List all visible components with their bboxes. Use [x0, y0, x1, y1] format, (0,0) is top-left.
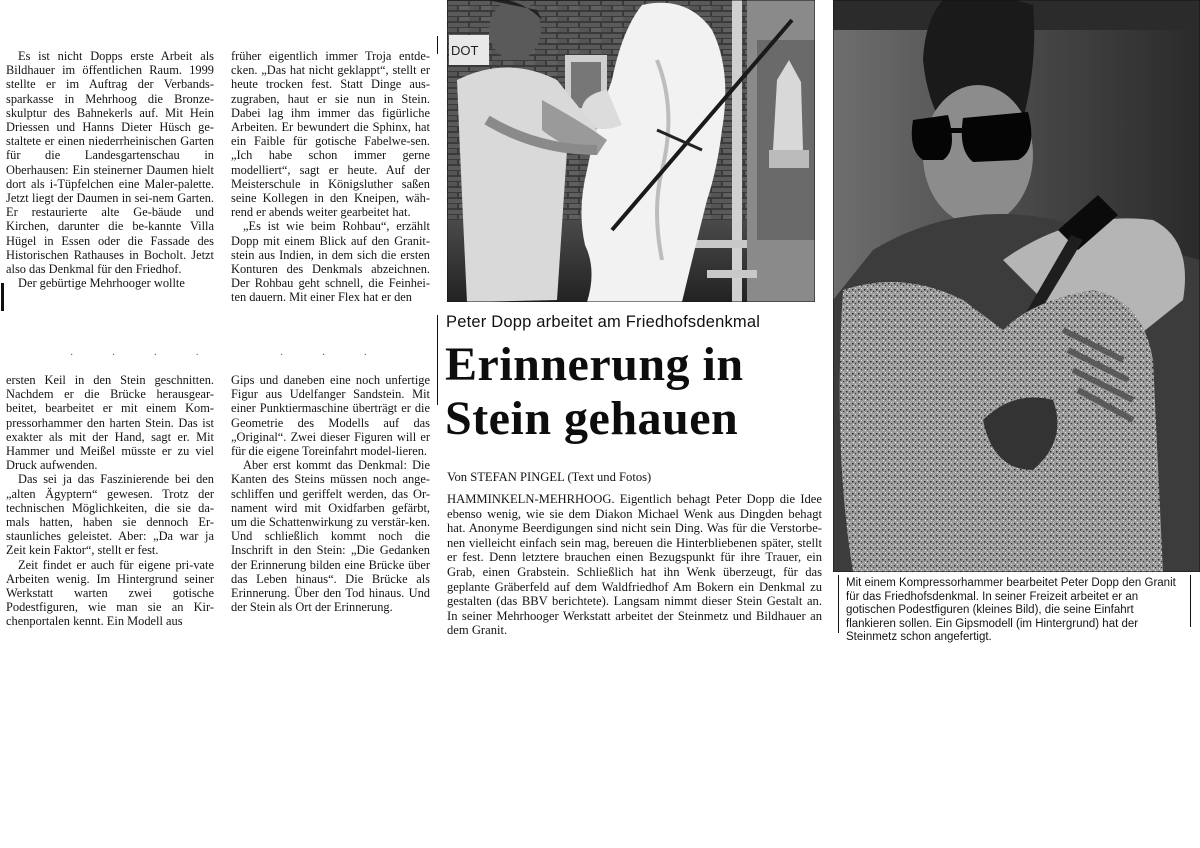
article-column-2 — [231, 49, 430, 305]
margin-rule-left — [1, 283, 4, 311]
article-column-3 — [6, 373, 214, 629]
paragraph: ersten Keil in den Stein geschnitten. Nachdem er die Brücke herausgear-beitet, bearbeitet er mit einem Kom-pressorhammer den harten Stein. Das ist exakter als mit der Hand, sagt er. Mit Hammer und Meißel müsste er zu viel Druck aufwenden. — [6, 373, 214, 473]
headline-line-1: Erinnerung in — [445, 338, 744, 391]
scan-dots: · · · · — [70, 350, 217, 361]
article-column-1 — [6, 49, 214, 290]
main-photo-image — [833, 0, 1200, 572]
article-column-4 — [231, 373, 430, 614]
caption-rule — [838, 575, 839, 633]
sign-text: DOT — [451, 43, 479, 58]
workshop-photo-image — [447, 0, 815, 302]
scan-dots: · · · — [280, 350, 385, 361]
photo-caption: Mit einem Kompressorhammer bearbeitet Peter Dopp den Granit für das Friedhofsdenkmal. In seiner Freizeit arbeitet er an gotischen Podestfiguren (kleines Bild), die seine Einfahrt flankieren sollen. Ein Gipsmodell (im Hintergrund) hat der Steinmetz schon angefertigt. — [846, 577, 1176, 644]
lead-paragraph: HAMMINKELN-MEHRHOOG. Eigentlich behagt Peter Dopp die Idee ebenso wenig, wie sie dem Diakon Michael Wenk aus Dingden behagt hat. Anonyme Beerdigungen sind nicht sein Ding. Was für die Verstorbe-nen vielleicht einfach sein mag, bereuen die Hinterbliebenen später, stellt er fest. Denn letztere brauchen einen Bezugspunkt für ihre Trauer, ein Grab, einen Grabstein. Schließlich hat ihn Wenk überzeugt, für das geplante Gräberfeld auf dem Waldfriedhof Am Bokern ein Denkmal zu gestalten (das BBV berichtete). Langsam nimmt dieser Stein Gestalt an. In seiner Mehrhooger Werkstatt arbeitet der Steinmetz und Bildhauer an dem Granit. — [447, 492, 822, 638]
column-rule — [437, 315, 438, 405]
paragraph: Es ist nicht Dopps erste Arbeit als Bildhauer im öffentlichen Raum. 1999 stellte er im Auftrag der Verbands-sparkasse in Mehrhoog die Bronze-skulptur des Bahnekerls auf. Mit Hein Driessen und Hanns Dieter Hüsch ge-staltete er einen niederrheinischen Garten für die Landesgartenschau in Oberhausen: Ein steinerner Daumen hielt dort als i-Tüpfelchen eine Maler-palette. Jetzt liegt der Daumen in sei-nem Garten. Er restaurierte alte Ge-bäude und Kirchen, darunter die be-kannte Villa Hügel in Essen oder die Fassade des Historischen Rathauses in Bocholt. Jetzt also das Denkmal für den Friedhof. — [6, 49, 214, 277]
byline: Von STEFAN PINGEL (Text und Fotos) — [447, 470, 652, 484]
paragraph: „Es ist wie beim Rohbau“, erzählt Dopp mit einem Blick auf den Granit-stein aus Indien, in dem sich die ersten Konturen des Denkmals abzeichnen. Der Rohbau geht schnell, die Feinhei-ten dauern. Mit einer Flex hat er den — [231, 219, 430, 305]
kicker: Peter Dopp arbeitet am Friedhofsdenkmal — [446, 313, 761, 331]
main-photo — [833, 0, 1200, 572]
paragraph: Zeit findet er auch für eigene pri-vate Arbeiten wenig. Im Hintergrund seiner Werkstatt warten zwei gotische Podestfiguren, wie man sie an Kir-chenportalen kennt. Ein Modell aus — [6, 557, 214, 629]
paragraph: Der gebürtige Mehrhooger wollte — [18, 276, 185, 291]
paragraph: Gips und daneben eine noch unfertige Figur aus Udelfanger Sandstein. Mit einer Punktiermaschine überträgt er die Geometrie des Modells auf das „Original“. Zwei dieser Figuren will er für die eigene Toreinfahrt model-lieren. — [231, 373, 430, 459]
paragraph: früher eigentlich immer Troja entde-cken. „Das hat nicht geklappt“, stellt er heute trocken fest. Statt Dinge aus-zugraben, haut er sie nun in Stein. Dabei lag ihm immer das figürliche Arbeiten. Er bewundert die Sphinx, hat ein Faible für gotische Fabelwe-sen. „Ich habe schon immer gerne modelliert“, sagt er heute. Auf der Meisterschule in Königsluther saßen seine Kollegen in den Kneipen, wäh-rend er abends weiter gearbeitet hat. — [231, 49, 430, 220]
column-rule — [437, 36, 438, 54]
headline-line-2: Stein gehauen — [445, 392, 739, 445]
caption-rule — [1190, 575, 1191, 627]
paragraph: Das sei ja das Faszinierende bei den „alten Ägyptern“ gewesen. Trotz der technischen Möglichkeiten, die sie da-mals hatten, haben sie dennoch Er-staunliches geleistet. Aber: „Da war ja Zeit kein Faktor“, stellt er fest. — [6, 472, 214, 558]
paragraph: Aber erst kommt das Denkmal: Die Kanten des Steins müssen noch ange-schliffen und geriffelt werden, das Or-nament wird mit Oxidfarben gefärbt, um die Schattenwirkung zu verstär-ken. Und schließlich kommt noch die Inschrift in den Stein: „Die Gedanken der Erinnerung bilden eine Brücke über das Leben hinaus“. Die Brücke als Erinnerung. Über den Tod hinaus. Und der Stein als Ort der Erinnerung. — [231, 458, 430, 615]
workshop-photo — [447, 0, 815, 302]
headline — [445, 338, 835, 446]
